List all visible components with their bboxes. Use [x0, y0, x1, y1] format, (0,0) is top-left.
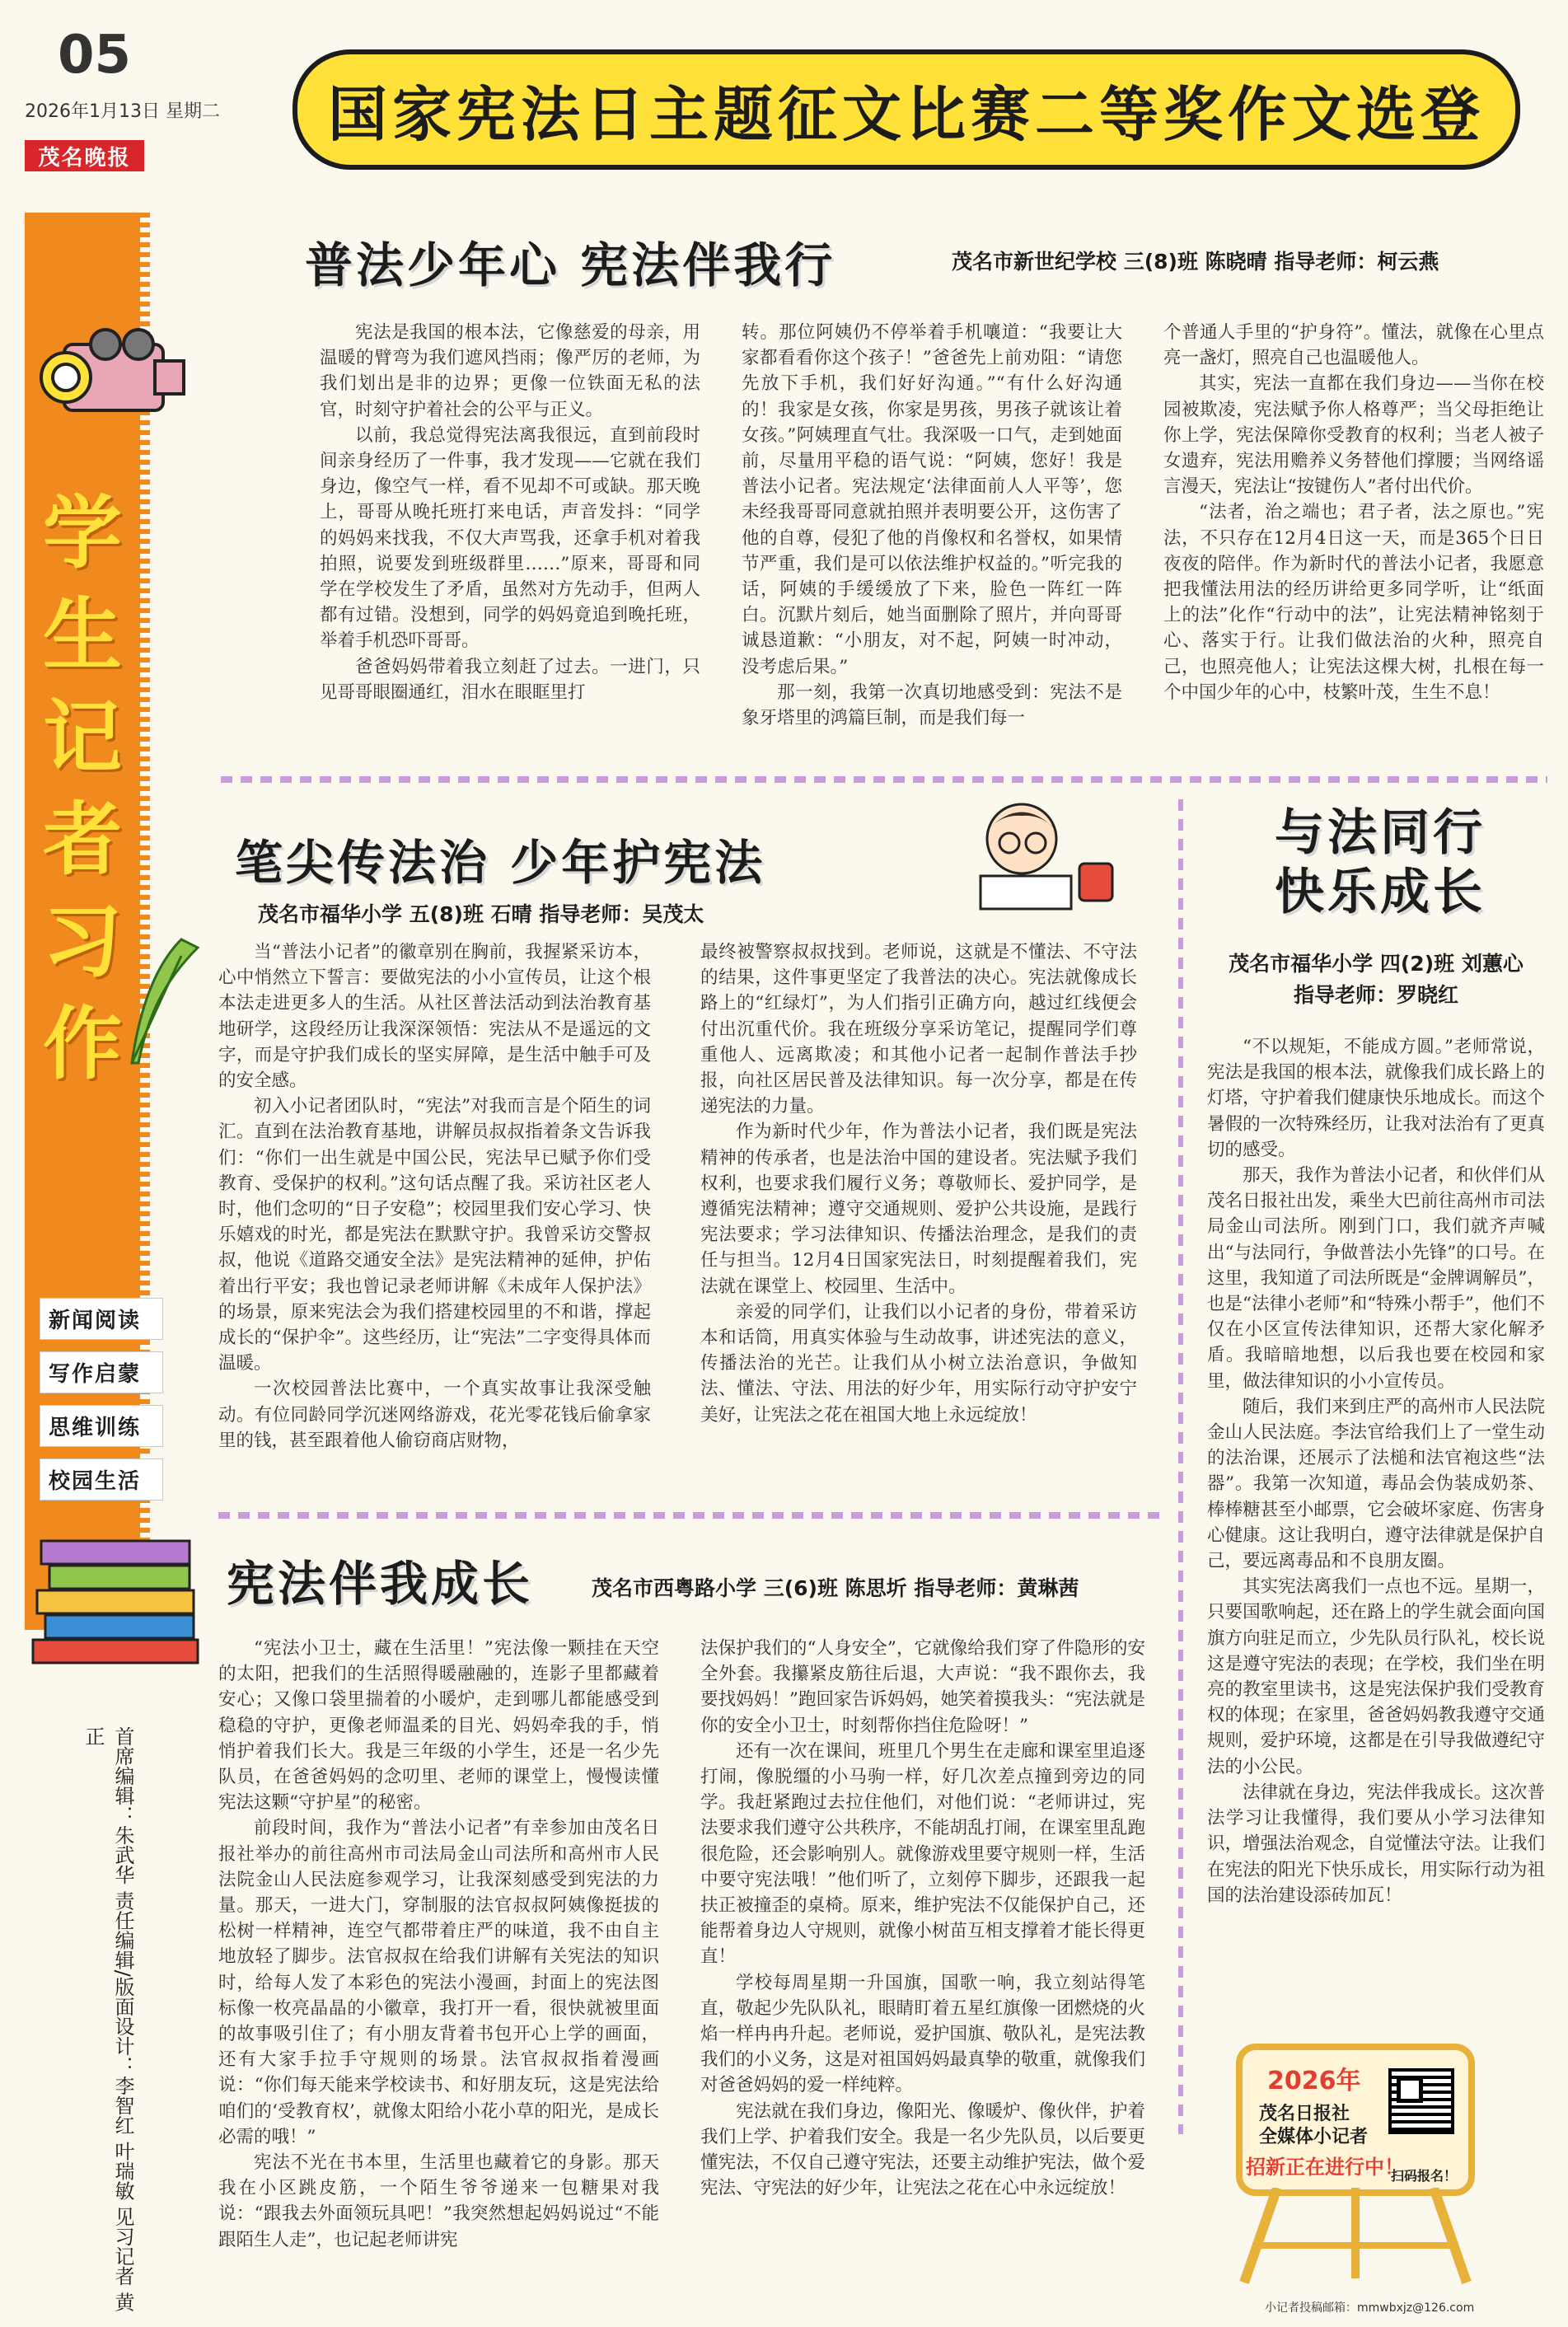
- qr-code-icon[interactable]: [1388, 2068, 1454, 2134]
- article2-byline: 茂名市福华小学 五(8)班 石晴 指导老师：吴茂太: [258, 902, 704, 926]
- paragraph: 法律就在身边，宪法伴我成长。这次普法学习让我懂得，我们要从小学习法律知识，增强法治观念，自觉懂法守法。让我们在宪法的阳光下快乐成长，用实际行动为祖国的法治建设添砖加瓦！: [1207, 1782, 1545, 1906]
- paragraph: 法保护我们的“人身安全”，它就像给我们穿了件隐形的安全外套。我攥紧皮筋往后退，大声说：“我不跟你去，我要找妈妈！”跑回家告诉妈妈，她笑着摸我头：“宪法就是你的安全小卫士，时刻帮你挡住危险呀！”: [700, 1638, 1145, 1736]
- recruit-status: 招新正在进行中！: [1246, 2156, 1404, 2179]
- editor-credits: 首席编辑：朱武华 责任编辑/版面设计：李智红 叶瑞敏 见习记者 黄正: [82, 1726, 134, 2312]
- recruit-program: 全媒体小记者: [1259, 2127, 1369, 2147]
- paragraph: 宪法就在我们身边，像阳光、像暖炉、像伙伴，护着我们上学、护着我们安全。我是一名少先队员，以后要更懂宪法，不仅自己遵守宪法，还要主动维护宪法，做个爱宪法、守宪法的好少年，让宪法之花在心中永远绽放！: [700, 2100, 1145, 2199]
- paragraph: “法者，治之端也；君子者，法之原也。”宪法，不只存在12月4日这一天，而是365个日日夜夜的陪伴。作为新时代的普法小记者，我愿意把我懂法用法的经历讲给更多同学听，让“纸面上的法”化作“行动中的法”，让宪法精神铭刻于心、落实于行。让我们做法治的火种，照亮自己，也照亮他人；让宪法这棵大树，扎根在每一个中国少年的心中，枝繁叶茂，生生不息！: [1163, 502, 1544, 703]
- banner-title: 国家宪法日主题征文比赛二等奖作文选登: [327, 80, 1485, 149]
- submission-email: 小记者投稿邮箱：mmwbxjz@126.com: [1265, 2301, 1475, 2315]
- paragraph: 其实，宪法一直都在我们身边——当你在校园被欺凌，宪法赋予你人格尊严；当父母拒绝让你上学，宪法保障你受教育的权利；当老人被子女遗弃，宪法用赡养义务替他们撑腰；当网络谣言漫天，宪法让“按键伤人”者付出代价。: [1163, 373, 1544, 498]
- article3-column: [1207, 1034, 1545, 1908]
- scan-to-register: 扫码报名！: [1391, 2168, 1458, 2184]
- student-writing-icon: [964, 798, 1121, 921]
- page-number: 05: [58, 25, 132, 86]
- section-divider: [221, 776, 1547, 783]
- camera-icon: [31, 320, 196, 435]
- column-title: 学生记者习作: [43, 486, 122, 1090]
- article1-title: 普法少年心 宪法伴我行: [305, 237, 836, 293]
- paragraph: 亲爱的同学们，让我们以小记者的身份，带着采访本和话筒，用真实体验与生动故事，讲述宪法的意义，传播法治的光芒。让我们从小树立法治意识，争做知法、懂法、守法、用法的好少年，用实际行动守护安宁美好，让宪法之花在祖国大地上永远绽放！: [700, 1301, 1137, 1426]
- newspaper-logo: 茂名晚报: [25, 140, 144, 171]
- paragraph: 作为新时代少年，作为普法小记者，我们既是宪法精神的传承者，也是法治中国的建设者。宪法赋予我们权利，也要求我们履行义务；尊敬师长、爱护同学，是遵循宪法精神；遵守交通规则、爱护公共设施，是践行宪法要求；学习法律知识、传播法治理念，是我们的责任与担当。12月4日国家宪法日，时刻提醒着我们，宪法就在课堂上、校园里、生活中。: [700, 1121, 1137, 1297]
- article3-byline-teacher: 指导老师：罗晓红: [1293, 983, 1458, 1007]
- article4-byline: 茂名市西粤路小学 三(6)班 陈思圻 指导老师：黄琳茜: [592, 1576, 1079, 1600]
- paragraph: 转。那位阿姨仍不停举着手机嚷道：“我要让大家都看看你这个孩子！”爸爸先上前劝阻：“请您先放下手机，我们好好沟通。”“有什么好沟通的！我家是女孩，你家是男孩，男孩子就该让着女孩。”阿姨理直气壮。我深吸一口气，走到她面前，尽量用平稳的语气说：“阿姨，您好！我是普法小记者。宪法规定‘法律面前人人平等’，您未经我哥哥同意就拍照并表明要公开，这伤害了他的自尊，侵犯了他的肖像权和名誉权，如果情节严重，我们是可以依法维护权益的。”听完我的话，阿姨的手缓缓放了下来，脸色一阵红一阵白。沉默片刻后，她当面删除了照片，并向哥哥诚恳道歉：“小朋友，对不起，阿姨一时冲动，没考虑后果。”: [742, 322, 1122, 677]
- paragraph: 前段时间，我作为“普法小记者”有幸参加由茂名日报社举办的前往高州市司法局金山司法所和高州市人民法院金山人民法庭参观学习，让我深刻感受到宪法的力量。那天，一进大门，穿制服的法官叔叔阿姨像挺拔的松树一样精神，连空气都带着庄严的味道，我不由自主地放轻了脚步。法官叔叔在给我们讲解有关宪法的知识时，给每人发了本彩色的宪法小漫画，封面上的宪法图标像一枚亮晶晶的小徽章，我打开一看，很快就被里面的故事吸引住了；有小朋友背着书包开心上学的画面，还有大家手拉手守规则的场景。法官叔叔指着漫画说：“你们每天能来学校读书、和好朋友玩，这是宪法给咱们的‘受教育权’，就像太阳给小花小草的阳光，是成长必需的哦！”: [218, 1818, 659, 2147]
- paragraph: 宪法不光在书本里，生活里也藏着它的身影。那天我在小区跳皮筋，一个陌生爷爷递来一包糖果对我说：“跟我去外面领玩具吧！”我突然想起妈妈说过“不能跟陌生人走”，也记起老师讲宪: [218, 2152, 659, 2250]
- paragraph: 初入小记者团队时，“宪法”对我而言是个陌生的词汇。直到在法治教育基地，讲解员叔叔指着条文告诉我们：“你们一出生就是中国公民，宪法早已赋予你们受教育、受保护的权利。”这句话点醒了我。采访社区老人时，他们念叨的“日子安稳”；校园里我们安心学习、快乐嬉戏的时光，都是宪法在默默守护。我曾采访交警叔叔，他说《道路交通安全法》是宪法精神的延伸，护佑着出行平安；我也曾记录老师讲解《未成年人保护法》的场景，原来宪法会为我们搭建校园里的不和谐，撑起成长的“保护伞”。这些经历，让“宪法”二字变得具体而温暖。: [218, 1096, 651, 1374]
- tag-campus-life: 校园生活: [40, 1458, 163, 1501]
- paragraph: 当“普法小记者”的徽章别在胸前，我握紧采访本，心中悄然立下誓言：要做宪法的小小宣传员，让这个根本法走进更多人的生活。从社区普法活动到法治教育基地研学，这段经历让我深深领悟：宪法从不是遥远的文字，而是守护我们成长的坚实屏障，是生活中触手可及的安全感。: [218, 942, 651, 1092]
- book-stack-icon: [25, 1516, 222, 1681]
- paragraph: 随后，我们来到庄严的高州市人民法院金山人民法庭。李法官给我们上了一堂生动的法治课，还展示了法槌和法官袍这些“法器”。我第一次知道，毒品会伪装成奶茶、棒棒糖甚至小邮票，它会破坏家庭、伤害身心健康。这让我明白，遵守法律就是保护自己，要远离毒品和不良朋友圈。: [1207, 1396, 1545, 1572]
- paragraph: 一次校园普法比赛中，一个真实故事让我深受触动。有位同龄同学沉迷网络游戏，花光零花钱后偷拿家里的钱，甚至跟着他人偷窃商店财物，: [218, 1379, 651, 1451]
- article1-byline: 茂名市新世纪学校 三(8)班 陈晓晴 指导老师：柯云燕: [952, 250, 1439, 274]
- article2-column-2: [700, 939, 1137, 1428]
- paragraph: 那一刻，我第一次真切地感受到：宪法不是象牙塔里的鸿篇巨制，而是我们每一: [742, 681, 1122, 729]
- quill-pen-icon: [124, 931, 206, 1071]
- recruit-org: 茂名日报社: [1259, 2104, 1350, 2124]
- tag-thinking: 思维训练: [40, 1405, 163, 1447]
- paragraph: 其实宪法离我们一点也不远。星期一，只要国歌响起，还在路上的学生就会面向国旗方向驻足而立，少先队员行队礼，校长说这是遵守宪法的表现；在学校，我们坐在明亮的教室里读书，这是宪法保护我们受教育权的体现；在家里，爸爸妈妈教我遵守交通规则，爱护环境，这都是在引导我做遵纪守法的小公民。: [1207, 1576, 1545, 1777]
- tag-news-reading: 新闻阅读: [40, 1298, 163, 1340]
- paragraph: 最终被警察叔叔找到。老师说，这就是不懂法、不守法的结果，这件事更坚定了我普法的决心。宪法就像成长路上的“红绿灯”，为人们指引正确方向，越过红线便会付出沉重代价。我在班级分享采访笔记，提醒同学们尊重他人、远离欺凌；和其他小记者一起制作普法手抄报，向社区居民普及法律知识。每一次分享，都是在传递宪法的力量。: [700, 942, 1137, 1117]
- article3-title-line2: 快乐成长: [1275, 864, 1486, 921]
- paragraph: “不以规矩，不能成方圆。”老师常说，宪法是我国的根本法，就像我们成长路上的灯塔，守护着我们健康快乐地成长。而这个暑假的一次特殊经历，让我对法治有了更真切的感受。: [1207, 1037, 1545, 1160]
- article4-title: 宪法伴我成长: [227, 1556, 534, 1612]
- paragraph: 个普通人手里的“护身符”。懂法，就像在心里点亮一盏灯，照亮自己也温暖他人。: [1163, 322, 1544, 369]
- article2-title: 笔尖传法治 少年护宪法: [235, 835, 766, 891]
- paragraph: 以前，我总觉得宪法离我很远，直到前段时间亲身经历了一件事，我才发现——它就在我们身边，像空气一样，看不见却不可或缺。那天晚上，哥哥从晚托班打来电话，声音发抖：“同学的妈妈来找我，不仅大声骂我，还拿手机对着我拍照，说要发到班级群里……”原来，哥哥和同学在学校发生了矛盾，虽然对方先动手，但两人都有过错。没想到，同学的妈妈竟追到晚托班，举着手机恐吓哥哥。: [320, 424, 700, 652]
- paragraph: 宪法是我国的根本法，它像慈爱的母亲，用温暖的臂弯为我们遮风挡雨；像严厉的老师，为我们划出是非的边界；更像一位铁面无私的法官，时刻守护着社会的公平与正义。: [320, 322, 700, 420]
- article3-title: [1211, 803, 1549, 922]
- paragraph: 爸爸妈妈带着我立刻赶了过去。一进门，只见哥哥眼圈通红，泪水在眼眶里打: [320, 656, 700, 703]
- paragraph: “宪法小卫士，藏在生活里！”宪法像一颗挂在天空的太阳，把我们的生活照得暖融融的，连影子里都藏着安心；又像口袋里揣着的小暖炉，走到哪儿都能感受到稳稳的守护，更像老师温柔的目光、妈妈牵我的手，悄悄护着我们长大。我是三年级的小学生，还是一名少先队员，在爸爸妈妈的念叨里、老师的课堂上，慢慢读懂宪法这颗“守护星”的秘密。: [218, 1638, 659, 1814]
- article3-byline-school: 茂名市福华小学 四(2)班 刘蕙心: [1229, 952, 1524, 976]
- article4-column-1: [218, 1636, 659, 2253]
- tag-writing: 写作启蒙: [40, 1351, 163, 1393]
- column-divider: [1178, 799, 1183, 2134]
- section-tag-list: [40, 1298, 163, 1512]
- article1-column-3: [1163, 320, 1544, 705]
- article1-column-2: [742, 320, 1122, 731]
- recruit-year: 2026年: [1267, 2067, 1361, 2095]
- section-divider: [218, 1512, 1166, 1519]
- article2-column-1: [218, 939, 651, 1454]
- article3-title-line1: 与法同行: [1275, 804, 1486, 862]
- paragraph: 那天，我作为普法小记者，和伙伴们从茂名日报社出发，乘坐大巴前往高州市司法局金山司法所。刚到门口，我们就齐声喊出“与法同行，争做普法小先锋”的口号。在这里，我知道了司法所既是“金牌调解员”，也是“法律小老师”和“特殊小帮手”，他们不仅在小区宣传法律知识，还帮大家化解矛盾。我暗暗地想，以后我也要在校园和家里，做法律知识的小小宣传员。: [1207, 1165, 1545, 1392]
- paragraph: 还有一次在课间，班里几个男生在走廊和课室里追逐打闹，像脱缰的小马驹一样，好几次差点撞到旁边的同学。我赶紧跑过去拉住他们，对他们说：“老师讲过，宪法要求我们遵守公共秩序，不能胡乱打闹，在课室里乱跑很危险，还会影响别人。就像游戏里要守规则一样，生活中要守宪法哦！”他们听了，立刻停下脚步，还跟我一起扶正被撞歪的桌椅。原来，维护宪法不仅能保护自己，还能帮着身边人守规则，就像小树苗互相支撑着才能长得更直！: [700, 1740, 1145, 1968]
- issue-date: 2026年1月13日 星期二: [25, 101, 220, 122]
- easel-icon: [1228, 2188, 1483, 2287]
- paragraph: 学校每周星期一升国旗，国歌一响，我立刻站得笔直，敬起少先队队礼，眼睛盯着五星红旗像一团燃烧的火焰一样冉冉升起。老师说，爱护国旗、敬队礼，是宪法教我们的小义务，这是对祖国妈妈最真挚的敬重，就像我们对爸爸妈妈的爱一样纯粹。: [700, 1972, 1145, 2096]
- page-banner: [293, 49, 1520, 170]
- article4-column-2: [700, 1636, 1145, 2201]
- article1-column-1: [320, 320, 700, 705]
